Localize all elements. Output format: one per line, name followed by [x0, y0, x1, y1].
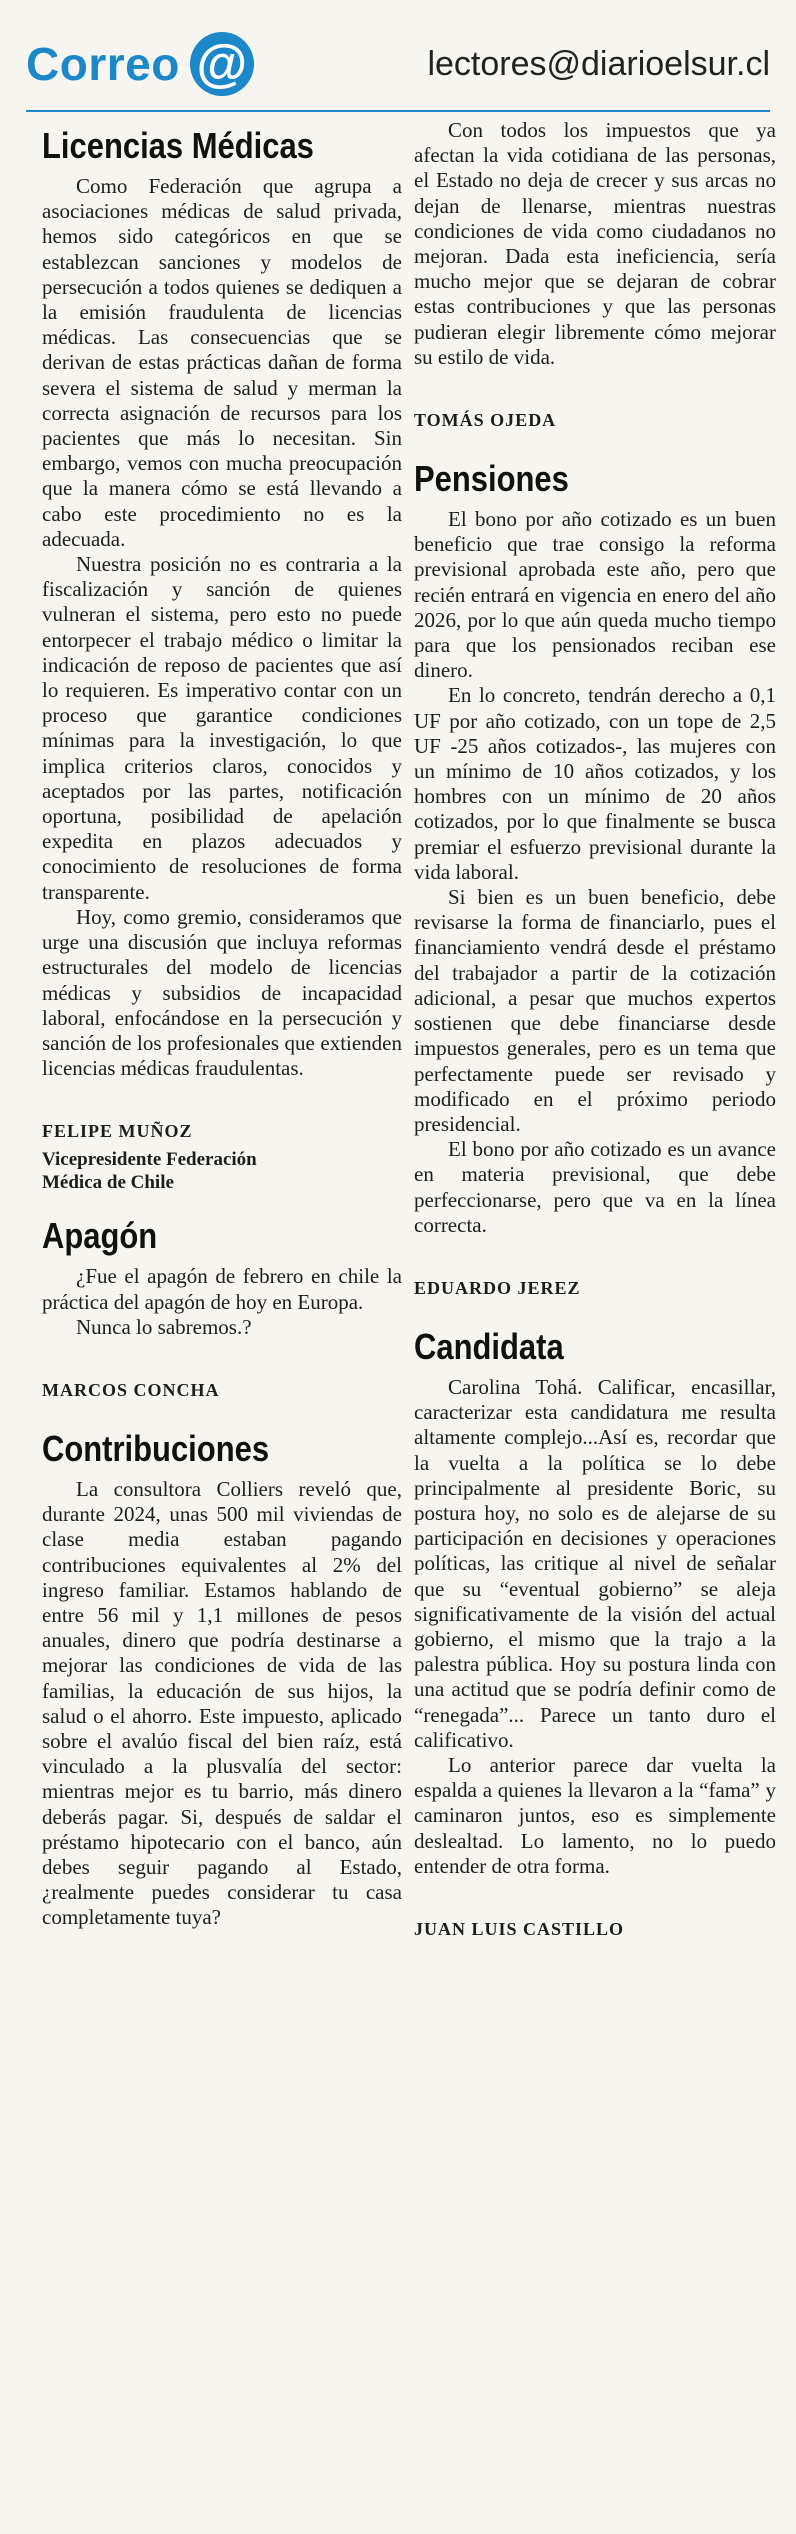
letter-paragraph: Con todos los impuestos que ya afectan la vida cotidiana de las personas, el Estado no deja de crecer y sus arcas no dejan de llenarse, mientras nuestras condiciones de vida como ciudadanos no mejoran. Dada esta ineficiencia, sería mucho mejor que se dejaran de cobrar estas contribuciones y que las personas pudieran elegir libremente cómo mejorar su estilo de vida.	[414, 118, 776, 369]
letter-paragraph: Nunca lo sabremos.?	[76, 1314, 252, 1339]
letter-apagon	[42, 1214, 402, 1401]
section-brand	[26, 32, 254, 96]
right-column	[414, 118, 776, 1946]
letter-contribuciones	[42, 1427, 402, 1931]
letter-candidata	[414, 1325, 776, 1940]
letter-paragraph: Hoy, como gremio, consideramos que urge una discusión que incluya reformas estructurales del modelo de licencias médicas y subsidios de incapacidad laboral, enfocándose en la persecución y sanción de los profesionales que extienden licencias médicas fraudulentas.	[42, 904, 402, 1081]
letter-contribuciones-continued	[414, 118, 776, 431]
section-title: Correo	[26, 38, 180, 90]
letter-paragraph: ¿Fue el apagón de febrero en chile la práctica del apagón de hoy en Europa.	[42, 1264, 402, 1314]
letter-paragraph: Si bien es un buen beneficio, debe revisarse la forma de financiarlo, pues el financiamiento vendrá desde el préstamo del trabajador a partir de la cotización adicional, a pesar que muchos expertos sostienen que debe financiarse desde impuestos generales, pero es un tema que perfectamente puede ser revisado y modificado en el próximo periodo presidencial.	[414, 885, 776, 1136]
left-column	[42, 118, 402, 1931]
at-sign-icon: @	[190, 32, 254, 96]
letter-title: Candidata	[414, 1325, 564, 1367]
letter-author-role: Médica de Chile	[42, 1172, 174, 1194]
letter-paragraph: La consultora Colliers reveló que, durante 2024, unas 500 mil viviendas de clase media estaban pagando contribuciones equivalentes al 2% del ingreso familiar. Estamos hablando de entre 56 mil y 1,1 millones de pesos anuales, dinero que podría destinarse a mejorar las condiciones de vida de las familias, la educación de sus hijos, la salud o el ahorro. Este impuesto, aplicado sobre el avalúo fiscal del bien raíz, está vinculado a la plusvalía del sector: mientras mejor es tu barrio, más dinero deberás pagar. Si, después de saldar el préstamo hipotecario con el banco, aún debes seguir pagando al Estado, ¿realmente puedes considerar tu casa completamente tuya?	[42, 1476, 402, 1930]
letter-author: JUAN LUIS CASTILLO	[414, 1918, 625, 1939]
letter-paragraph: Nuestra posición no es contraria a la fiscalización y sanción de quienes vulneran el sistema, pero esto no puede entorpecer el trabajo médico o limitar la indicación de reposo de pacientes que así lo requieren. Es imperativo contar con un proceso que garantice condiciones mínimas para la investigación, lo que implica criterios claros, conocidos y aceptados por las partes, notificación oportuna, posibilidad de apelación expedita en plazos adecuados y conocimiento de resoluciones de forma transparente.	[42, 552, 402, 904]
header-divider	[26, 110, 770, 112]
section-header	[26, 22, 770, 106]
letter-licencias	[42, 124, 402, 1194]
letter-paragraph: Como Federación que agrupa a asociaciones médicas de salud privada, hemos sido categóricos en que se establezcan sanciones y modelos de persecución a todos quienes se dediquen a la emisión fraudulenta de licencias médicas. Las consecuencias que se derivan de estas prácticas dañan de forma severa el sistema de salud y merman la correcta asignación de recursos para los pacientes que más lo necesitan. Sin embargo, vemos con mucha preocupación que la manera cómo se está llevando a cabo este procedimiento no es la adecuada.	[42, 174, 402, 551]
letter-author: EDUARDO JEREZ	[414, 1277, 581, 1298]
letter-paragraph: Carolina Tohá. Calificar, encasillar, caracterizar esta candidatura me resulta altamente complejo...Así es, recordar que la vuelta a la política se lo debe principalmente al presidente Boric, su postura hoy, no solo es de alejarse de su participación en decisiones y operaciones políticas, las critique al nivel de señalar que su “eventual gobierno” se aleja significativamente de la visión del actual gobierno, el mismo que la trajo a la palestra pública. Hoy su postura linda con una actitud que se podría definir como de “renegada”... Parece un tanto duro el calificativo.	[414, 1374, 776, 1752]
letter-pensiones	[414, 457, 776, 1299]
letter-author: TOMÁS OJEDA	[414, 410, 557, 431]
letter-title: Contribuciones	[42, 1427, 270, 1469]
letter-title: Licencias Médicas	[42, 125, 314, 166]
letter-paragraph: El bono por año cotizado es un avance en materia previsional, que debe perfeccionarse, pero que va en la línea correcta.	[414, 1137, 776, 1237]
letter-title: Apagón	[42, 1215, 158, 1257]
letter-paragraph: Lo anterior parece dar vuelta la espalda a quienes la llevaron a la “fama” y caminaron juntos, eso es simplemente deslealtad. Lo lamento, no lo puedo entender de otra forma.	[414, 1752, 776, 1878]
letter-paragraph: En lo concreto, tendrán derecho a 0,1 UF por año cotizado, con un tope de 2,5 UF -25 años cotizados-, las mujeres con un mínimo de 10 años cotizados, y los hombres con un mínimo de 20 años cotizados, por lo que finalmente se busca premiar el esfuerzo previsional durante la vida laboral.	[414, 683, 776, 884]
contact-email: lectores@diarioelsur.cl	[427, 44, 770, 83]
letter-title: Pensiones	[414, 458, 569, 500]
letter-paragraph: El bono por año cotizado es un buen beneficio que trae consigo la reforma previsional aprobada este año, pero que recién entrará en vigencia en enero del año 2026, por lo que aún queda mucho tiempo para que los pensionados reciban ese dinero.	[414, 507, 776, 683]
letter-author: FELIPE MUÑOZ	[42, 1121, 193, 1142]
letter-author: MARCOS CONCHA	[42, 1379, 220, 1400]
letter-author-role: Vicepresidente Federación	[42, 1149, 257, 1171]
